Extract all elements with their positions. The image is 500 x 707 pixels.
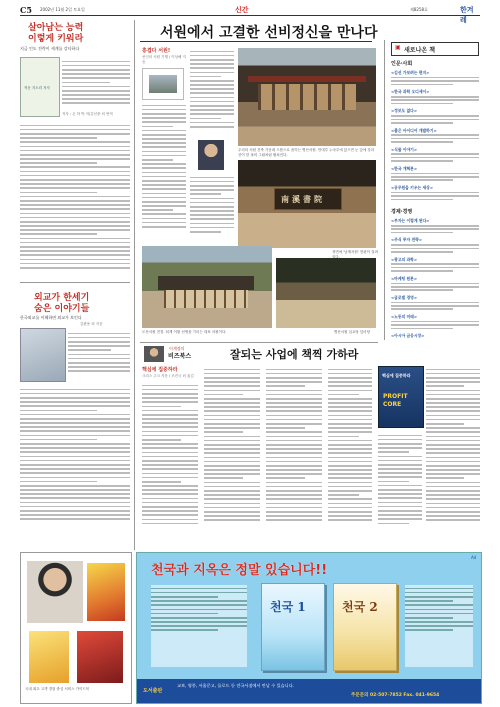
new-book-title: <아시아 금융시장>: [391, 333, 425, 338]
left-article-1-body-2: [20, 122, 130, 280]
new-book-item: [391, 237, 479, 252]
columnist-portrait: [144, 346, 164, 362]
ad-side-label: Ad: [471, 555, 477, 560]
ad-book-2-title: 천국 2: [342, 600, 378, 614]
page-header: [20, 5, 480, 24]
left-article-1-body: [62, 58, 130, 110]
side-ad-book-left: [29, 631, 69, 683]
new-book-item: [391, 147, 479, 162]
new-book-title: <마케팅 원론>: [391, 275, 418, 281]
new-book-item: [391, 314, 479, 329]
new-books-title: ▣ 새로나온 책: [391, 42, 479, 56]
new-book-item: [391, 276, 479, 291]
left-article-2-body: [68, 330, 130, 380]
new-books-box: [384, 40, 481, 340]
main-book-cover: [142, 68, 184, 100]
left-article-2-deck: 한국외교를 이해하면 외교가 보인다: [20, 315, 82, 320]
new-book-item: [391, 70, 479, 85]
paper-name: 한겨레: [460, 5, 474, 24]
ad-contact-line: 교보, 영풍, 서울문고, 를로드 등 전국서점에서 만날 수 있습니다.: [177, 683, 295, 688]
left-article-1-headline-2: 이렇게 키워라: [28, 34, 84, 44]
left-article-1: [20, 20, 130, 300]
section-title: 신간: [235, 6, 249, 14]
mid-body-col-6: [378, 432, 422, 544]
main-body-col-2b: [190, 174, 234, 242]
new-book-title: <글로벌 경영>: [391, 294, 418, 300]
photo-namgye-seowon: [238, 160, 376, 248]
ad-phone-line: 주문문의 02-507-7852 Fax. 041-9654: [351, 693, 440, 698]
new-book-title: <한국 과학 오디세이>: [391, 89, 430, 95]
mid-body-col-3: [266, 366, 322, 544]
ad-publisher: 도서출판: [143, 688, 163, 694]
left-article-1-headline-1: 살아남는 능력: [28, 23, 84, 33]
photo4-caption: 병산서원 입교당 앞마당: [334, 330, 371, 334]
page-number: C5: [20, 5, 32, 15]
new-book-title: <부자는 이렇게 된다>: [391, 218, 430, 224]
mid-headline: 잘되는 사업에 책찍 가하라: [230, 348, 359, 361]
new-book-title: <광고의 과학>: [391, 256, 418, 262]
new-book-item: [391, 185, 479, 200]
photo-dosan-seowon: [142, 246, 272, 328]
new-book-item: [391, 295, 479, 310]
ad-book-2: [333, 583, 397, 671]
ad-footer-bar: [137, 679, 481, 703]
ad-book-1-title: 천국 1: [270, 600, 306, 614]
column-badge: [142, 346, 202, 362]
ad-right-panel: [405, 585, 473, 667]
photo-courtyard: [276, 258, 376, 328]
left-article-2: [20, 290, 130, 550]
left-article-1-deck: 지금 인도 전략이 세계를 강타하다: [20, 46, 80, 51]
hyeonpan-signboard: 南溪書院: [274, 188, 342, 210]
bottom-ad: [136, 552, 482, 704]
new-book-item: [391, 333, 479, 338]
header-date: 2002년 11월 2일 토요일: [40, 7, 85, 12]
new-book-title: <김선 가보려는 편지>: [391, 70, 430, 75]
left-article-2-headline-2: 숨은 이야기들: [34, 304, 90, 314]
main-body-col-2: [190, 48, 234, 138]
new-book-title: <한국 개혁론>: [391, 165, 418, 171]
ad-headline: 천국과 지옥은 정말 있습니다!!: [151, 563, 328, 578]
new-books-section-title: 인문·사회: [391, 61, 413, 67]
new-book-title: <식물 이야기>: [391, 146, 418, 152]
new-book-item: [391, 218, 479, 233]
new-book-item: [391, 257, 479, 272]
new-book-title: <정보도 없다>: [391, 108, 418, 114]
column-small-label: 이계정의: [169, 346, 185, 351]
author-portrait: [198, 140, 224, 170]
left-article-2-body-2: [20, 386, 130, 546]
main-byline: 선인의 서원 기행 / 이상해 지음: [142, 55, 186, 64]
book-cover-profit-core: [378, 366, 424, 428]
photo-byeongsan-seowon: [238, 48, 376, 146]
ad-book-1: [261, 583, 325, 671]
side-ad-caption: 국내 최초 고객 경험 중심 서비스 가이드북: [25, 687, 90, 691]
mid-body-col-5: [426, 366, 480, 544]
new-book-title: <좋은 아이디어 개발하기>: [391, 127, 437, 133]
main-body-col-1: [142, 102, 186, 242]
photo1-caption: 우리의 서원 건축 가운데 으뜸으로 꼽히는 병산서원. 만대루 누마루에 앉으면 눈 앞에 강과 산이 한 폭의 그림처럼 펼쳐진다.: [238, 148, 375, 157]
new-book-title: <노동의 미래>: [391, 314, 418, 320]
left-article-1-byline: 저자 : 존 하 박 저/김신중 외 번역: [62, 112, 113, 116]
side-ad-books: [87, 563, 125, 621]
mid-body-col-1: [142, 382, 198, 544]
column-title: 비즈북스: [168, 353, 192, 360]
mid-body-col-2: [204, 366, 260, 544]
mid-byline: 크리스 주크 지음 / 조진국 외 옮김: [142, 374, 194, 378]
book-cover-thumb: [20, 57, 60, 117]
book-cover-diplomacy: [20, 328, 66, 382]
side-ad: [20, 552, 132, 704]
edition-label: 제8258호: [410, 7, 428, 12]
new-book-item: [391, 128, 479, 143]
new-books-list: [391, 60, 479, 338]
new-book-title: <주식 투자 전략>: [391, 237, 423, 243]
cover-kr-title: 핵심에 집중하라: [382, 373, 411, 378]
new-book-title: <공무원을 키우는 세상>: [391, 185, 434, 191]
side-ad-book-right: [77, 631, 123, 683]
new-book-item: [391, 108, 479, 123]
left-article-2-headline-1: 외교가 한세기: [34, 293, 90, 303]
ad-left-panel: [151, 585, 247, 667]
new-book-item: [391, 89, 479, 104]
cover-en-1: PROFIT: [383, 393, 408, 400]
left-article-2-byline: 김완용 외 지음: [80, 322, 103, 326]
main-subhead: 흥겹다 서원!: [142, 48, 171, 54]
main-headline: 서원에서 고결한 선비정신을 만나다: [160, 25, 378, 41]
cover-en-2: CORE: [383, 401, 402, 408]
mid-sub: 핵심에 집중하라: [142, 367, 178, 373]
photo2-caption: 정면에 '남계서원' 현판이 걸려 있다.: [332, 250, 378, 258]
new-books-section-title: 경제·경영: [391, 209, 413, 216]
new-book-item: [391, 166, 479, 181]
mid-body-col-4: [328, 366, 372, 544]
photo3-caption: 도산서원 전경. 퇴계 이황 선생을 기리는 대표 서원이다.: [142, 330, 227, 334]
book-cover-title: 적응 지도력 저자: [24, 86, 50, 90]
side-ad-person: [27, 561, 83, 623]
